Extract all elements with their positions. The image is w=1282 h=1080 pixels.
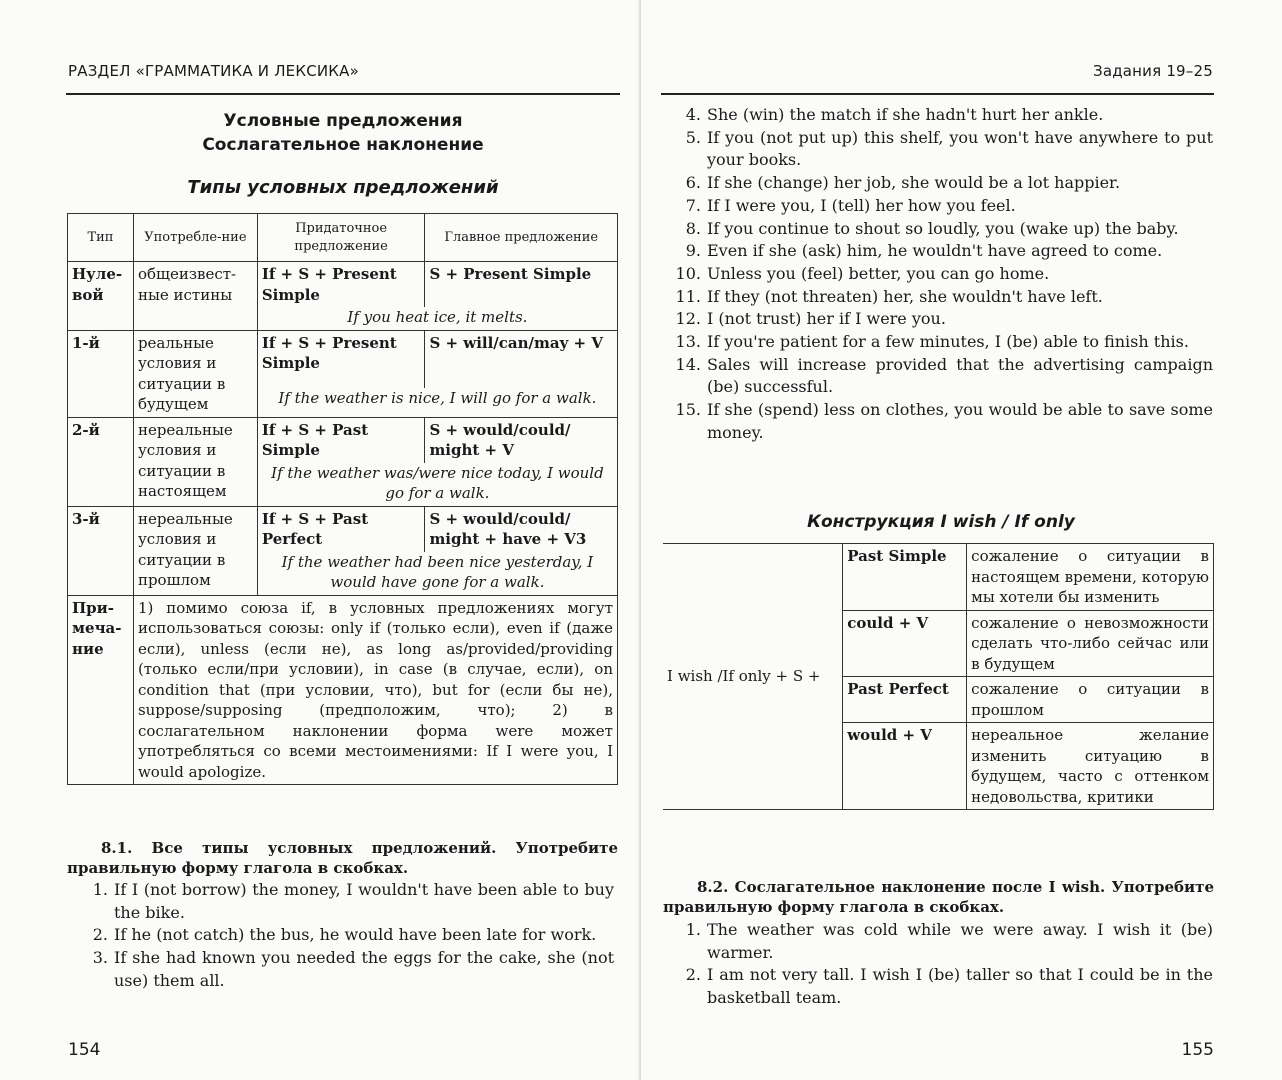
wish-form: would + V [843,723,967,810]
list-item [675,286,1213,309]
section-title-1: Условные предложения [223,111,463,131]
row-type: 3-й [68,506,134,595]
item-text: If I (not borrow) the money, I wouldn't have been able to buy the bike. [114,880,614,922]
list-item [675,218,1213,241]
item-text: If he (not catch) the bus, he would have been late for work. [114,925,597,945]
exercise-8-1-list [82,879,614,993]
list-item [82,947,614,992]
wish-table [663,543,1214,810]
header-if-clause: Придаточное предложение [257,214,425,262]
list-item [675,195,1213,218]
page-number-left: 154 [68,1040,101,1060]
item-text: If you continue to shout so loudly, you (wake up) the baby. [707,218,1179,238]
header-usage: Употребле-ние [133,214,257,262]
row-type: Нуле-вой [68,262,134,331]
exercise-8-2-list [675,919,1213,1010]
wish-meaning: сожаление о ситуации в настоящем времени, которую мы хотели бы изменить [967,544,1214,611]
item-text: Unless you (feel) better, you can go home. [707,263,1050,283]
table-subtitle: Типы условных предложений [187,177,499,198]
item-number: 5. [685,127,701,147]
wish-section-title: Конструкция I wish / If only [807,512,1075,532]
item-number: 14. [675,354,701,374]
item-number: 12. [675,309,701,329]
list-item [82,924,614,947]
header-rule [661,93,1214,95]
note-label: При-меча-ние [68,595,134,785]
row-example: If the weather is nice, I will go for a walk. [257,388,617,417]
conditionals-table [67,213,618,785]
row-usage: общеизвест-ные истины [133,262,257,331]
wish-formula: I wish /If only + S + [663,544,843,810]
list-item [675,964,1213,1009]
row-main-clause: S + would/could/ might + V [425,417,618,463]
item-text: If they (not threaten) her, she wouldn't have left. [707,286,1103,306]
row-if-clause: If + S + Present Simple [257,262,425,308]
list-item [82,879,614,924]
item-number: 2. [685,965,701,985]
wish-meaning: сожаление о ситуации в прошлом [967,677,1214,723]
list-item [675,354,1213,399]
item-number: 6. [685,173,701,193]
item-number: 10. [675,263,701,283]
page-number-right: 155 [1181,1040,1214,1060]
item-number: 2. [92,925,108,945]
item-text: If you (not put up) this shelf, you won't have anywhere to put your books. [707,127,1213,170]
exercise-8-1-continued-list [675,104,1213,445]
list-item [675,127,1213,172]
wish-meaning: сожаление о невозможности сделать что-либо сейчас или в будущем [967,610,1214,677]
item-number: 3. [92,948,108,968]
item-number: 4. [685,105,701,124]
item-text: If she (spend) less on clothes, you would be able to save some money. [707,400,1213,442]
item-text: If she (change) her job, she would be a lot happier. [707,173,1121,193]
list-item [675,172,1213,195]
header-type: Тип [68,214,134,262]
row-if-clause: If + S + Past Perfect [257,506,425,552]
list-item [675,240,1213,263]
row-usage: нереальные условия и ситуации в прошлом [133,506,257,595]
item-number: 7. [685,195,701,215]
item-text: Even if she (ask) him, he wouldn't have agreed to come. [707,241,1163,261]
row-main-clause: S + Present Simple [425,262,618,308]
item-text: The weather was cold while we were away. I wish it (be) warmer. [707,920,1213,962]
list-item [675,331,1213,354]
list-item [675,263,1213,286]
item-number: 1. [685,920,701,939]
exercise-8-2-heading: 8.2. Сослагательное наклонение после I wish. Употребите правильную форму глагола в скобках. [663,878,1214,916]
header-main-clause: Главное предложение [425,214,618,262]
row-main-clause: S + will/can/may + V [425,330,618,388]
wish-meaning: нереальное желание изменить ситуацию в будущем, часто с оттенком недовольства, критики [967,723,1214,810]
list-item [675,104,1213,127]
item-number: 1. [92,880,108,899]
row-type: 2-й [68,417,134,506]
section-title-2: Сослагательное наклонение [202,135,484,155]
item-number: 11. [675,286,701,306]
left-page [0,0,640,1080]
item-text: I (not trust) her if I were you. [707,309,946,329]
row-main-clause: S + would/could/ might + have + V3 [425,506,618,552]
item-text: If I were you, I (tell) her how you feel. [707,195,1016,215]
item-text: If you're patient for a few minutes, I (be) able to finish this. [707,332,1189,352]
wish-form: Past Perfect [843,677,967,723]
note-text: 1) помимо союза if, в условных предложениях могут использоваться союзы: only if (только если), even if (даже если), unless (если не), as long as/provided/providing (только если/при условии), in case (в случае, если), on condition that (при условии, что), but for (если бы не), suppose/supposing (предположим, что); 2) в сослагательном наклонении форма were может употребляться со всеми местоимениями: If I were you, I would apologize. [133,595,617,785]
exercise-8-1-heading: 8.1. Все типы условных предложений. Употребите правильную форму глагола в скобках. [67,839,618,877]
item-text: She (win) the match if she hadn't hurt her ankle. [707,105,1104,124]
item-number: 15. [675,400,701,420]
item-number: 9. [685,241,701,261]
row-usage: нереальные условия и ситуации в настоящем [133,417,257,506]
row-example: If the weather was/were nice today, I would go for a walk. [257,463,617,507]
list-item [675,308,1213,331]
header-rule [66,93,620,95]
right-page [641,0,1282,1080]
list-item [675,919,1213,964]
row-example: If the weather had been nice yesterday, I would have gone for a walk. [257,552,617,596]
row-type: 1-й [68,330,134,417]
running-header-left: РАЗДЕЛ «ГРАММАТИКА И ЛЕКСИКА» [68,62,359,80]
item-number: 8. [685,218,701,238]
item-text: Sales will increase provided that the advertising campaign (be) successful. [707,354,1213,397]
row-example: If you heat ice, it melts. [257,307,617,330]
list-item [675,399,1213,444]
row-usage: реальные условия и ситуации в будущем [133,330,257,417]
running-header-right: Задания 19–25 [1093,62,1213,80]
wish-form: Past Simple [843,544,967,611]
row-if-clause: If + S + Past Simple [257,417,425,463]
item-text: I am not very tall. I wish I (be) taller so that I could be in the basketball team. [707,965,1213,1008]
row-if-clause: If + S + Present Simple [257,330,425,388]
item-number: 13. [675,332,701,352]
item-text: If she had known you needed the eggs for the cake, she (not use) them all. [114,948,614,990]
wish-form: could + V [843,610,967,677]
